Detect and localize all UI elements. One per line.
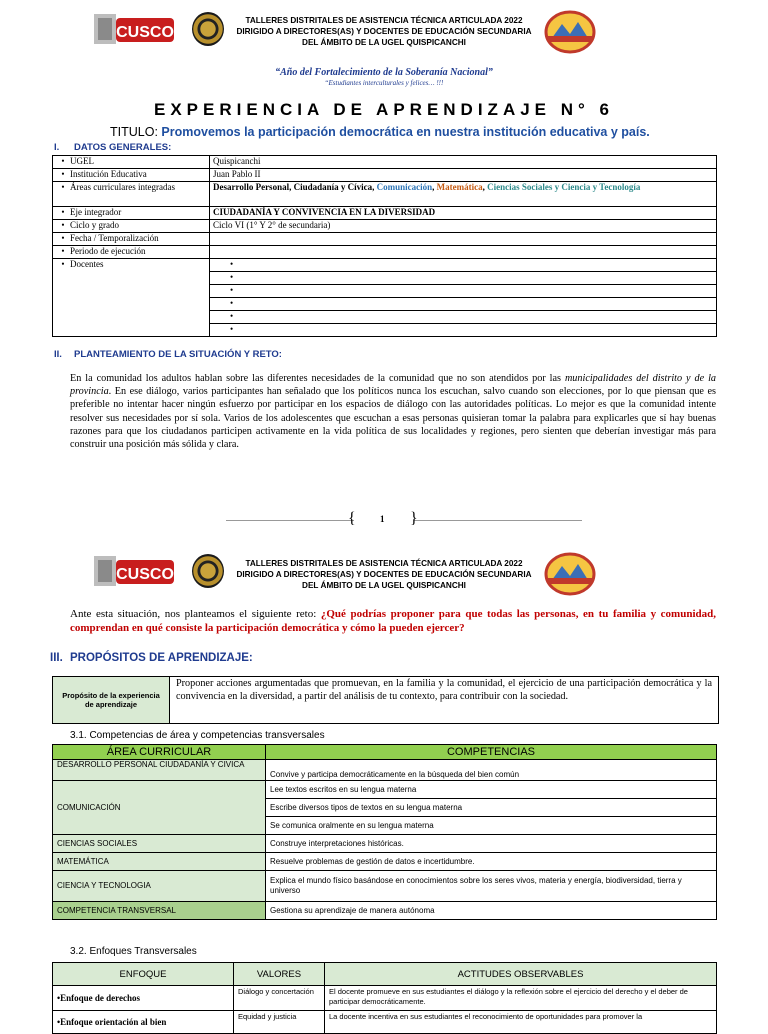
- table-row: •: [53, 324, 717, 337]
- footer-rule: [226, 520, 354, 521]
- table-row: • Periodo de ejecución: [53, 246, 717, 259]
- table-row: • Docentes •: [53, 259, 717, 272]
- table-row: CIENCIAS SOCIALES Construye interpretaciones históricas.: [53, 835, 717, 853]
- enfoques-table: [52, 962, 717, 1034]
- section-heading: [50, 652, 253, 664]
- table-row: • Ciclo y grado Ciclo VI (1° Y 2° de secundaria): [53, 220, 717, 233]
- table-row: Se comunica oralmente en su lengua materna: [53, 817, 717, 835]
- header-line: DIRIGIDO A DIRECTORES(AS) Y DOCENTES DE EDUCACIÓN SECUNDARIA: [236, 27, 532, 36]
- proposito-label: Propósito de la experiencia de aprendizaje: [53, 677, 170, 723]
- header-line: TALLERES DISTRITALES DE ASISTENCIA TÉCNICA ARTICULADA 2022: [245, 559, 523, 568]
- header-line: DEL ÁMBITO DE LA UGEL QUISPICANCHI: [302, 581, 466, 590]
- reto-paragraph: Ante esta situación, nos planteamos el siguiente reto: ¿Qué podrías proponer para que todas las personas, en tu familia y comunidad, comprendan en qué consiste la participación democrática y cómo la pueden ejercer?: [70, 608, 717, 634]
- cusco-logo: [92, 10, 176, 48]
- header-line: DIRIGIDO A DIRECTORES(AS) Y DOCENTES DE EDUCACIÓN SECUNDARIA: [236, 570, 532, 579]
- table-row: • Eje integrador CIUDADANÍA Y CONVIVENCIA EN LA DIVERSIDAD: [53, 207, 717, 220]
- section-heading: [54, 142, 171, 153]
- cusco-logo-text: CUSCO: [116, 566, 174, 583]
- section-title: PROPÓSITOS DE APRENDIZAJE:: [70, 652, 253, 664]
- ugel-seal: [192, 554, 224, 588]
- titulo-label: TITULO:: [110, 125, 158, 139]
- section-title: PLANTEAMIENTO DE LA SITUACIÓN Y RETO:: [74, 349, 282, 360]
- table-row: • Institución Educativa Juan Pablo II: [53, 169, 717, 182]
- table-row: Escribe diversos tipos de textos en su lengua materna: [53, 799, 717, 817]
- competencias-table: [52, 744, 717, 920]
- footer-rule: [414, 520, 582, 521]
- table-row: •Enfoque orientación al bien Equidad y justicia La docente incentiva en sus estudiantes el reconocimiento de oportunidades para promover la: [53, 1011, 717, 1034]
- table-row: •Enfoque de derechos Diálogo y concertación El docente promueve en sus estudiantes el diálogo y la reflexión sobre el ejercicio del derecho y el deber de participar democráticamente.: [53, 986, 717, 1011]
- section-number: I.: [54, 142, 60, 153]
- table-row: •: [53, 272, 717, 285]
- titulo-value: Promovemos la participación democrática en nuestra institución educativa y país.: [161, 125, 650, 139]
- table-row: CIENCIA Y TECNOLOGIA Explica el mundo físico basándose en conocimientos sobre los seres vivos, materia y energía, biodiversidad, tierra y universo: [53, 871, 717, 902]
- cusco-logo: [92, 552, 176, 590]
- region-emblem: [538, 552, 602, 596]
- page-title: EXPERIENCIA DE APRENDIZAJE N° 6: [154, 100, 614, 119]
- section-number: III.: [50, 652, 63, 664]
- section-number: II.: [54, 349, 62, 360]
- motto-line: “Año del Fortalecimiento de la Soberanía Nacional”: [275, 67, 493, 78]
- titulo: [110, 125, 650, 139]
- section-heading: [54, 349, 282, 360]
- table-header-row: ENFOQUE VALORES ACTITUDES OBSERVABLES: [53, 963, 717, 986]
- table-row: •: [53, 311, 717, 324]
- header-text: [224, 558, 544, 591]
- page-number: 1: [380, 514, 385, 524]
- table-row: COMUNICACIÓN Lee textos escritos en su lengua materna: [53, 781, 717, 799]
- table-row: •: [53, 285, 717, 298]
- table-row: • UGEL Quispicanchi: [53, 156, 717, 169]
- header-line: TALLERES DISTRITALES DE ASISTENCIA TÉCNICA ARTICULADA 2022: [245, 16, 523, 25]
- table-row: • Fecha / Temporalización: [53, 233, 717, 246]
- situation-paragraph: En la comunidad los adultos hablan sobre las diferentes necesidades de la comunidad que no son atendidos por las municipalidades del distrito y de la provincia. En ese diálogo, varios participantes han señalado que los políticos nunca los escuchan, salvo cuando son elecciones, por lo que piensan que es preferible no intentar hacer ningún esfuerzo por participar en los espacios de diálogo con las autoridades políticas. Lo mejor es que la comunidad intente resolver sus necesidades por sí sola. Varios de los adolescentes que escuchan a esas personas quisieran tomar la palabra para explicarles que sí hay buenas razones para que los ciudadanos participen activamente en la vida política de sus localidades y regiones, pero sienten que deberían investigar más para construir una posición más sólida y clara.: [70, 373, 716, 451]
- cusco-logo-text: CUSCO: [116, 24, 174, 41]
- motto-subline: “Estudiantes interculturales y felices… !!!: [324, 79, 444, 87]
- datos-generales-table: [52, 155, 717, 337]
- header-text: [224, 15, 544, 48]
- table-row: MATEMÁTICA Resuelve problemas de gestión de datos e incertidumbre.: [53, 853, 717, 871]
- proposito-box: [52, 676, 719, 724]
- table-row: •: [53, 298, 717, 311]
- competencias-heading: 3.1. Competencias de área y competencias transversales: [70, 730, 325, 741]
- section-title: DATOS GENERALES:: [74, 142, 172, 153]
- header-line: DEL ÁMBITO DE LA UGEL QUISPICANCHI: [302, 38, 466, 47]
- page-brace-right: }: [410, 510, 418, 527]
- proposito-text: Proponer acciones argumentadas que promuevan, en la familia y la comunidad, el ejercicio de una participación democrática y la convivencia en la diversidad, a partir del análisis de tu contexto, para contribuir con la sociedad.: [176, 678, 712, 702]
- table-row: DESARROLLO PERSONAL CIUDADANÍA Y CIVICA Convive y participa democráticamente en la búsqueda del bien común: [53, 760, 717, 781]
- region-emblem: [538, 10, 602, 54]
- table-row: COMPETENCIA TRANSVERSAL Gestiona su aprendizaje de manera autónoma: [53, 902, 717, 920]
- table-row: • Áreas curriculares integradas Desarrollo Personal, Ciudadanía y Cívica, Comunicación, Matemática, Ciencias Sociales y Ciencia y Tecnología: [53, 182, 717, 207]
- table-header-row: ÁREA CURRICULAR COMPETENCIAS: [53, 745, 717, 760]
- ugel-seal: [192, 12, 224, 46]
- page-brace-left: {: [348, 510, 356, 527]
- enfoques-heading: 3.2. Enfoques Transversales: [70, 946, 197, 957]
